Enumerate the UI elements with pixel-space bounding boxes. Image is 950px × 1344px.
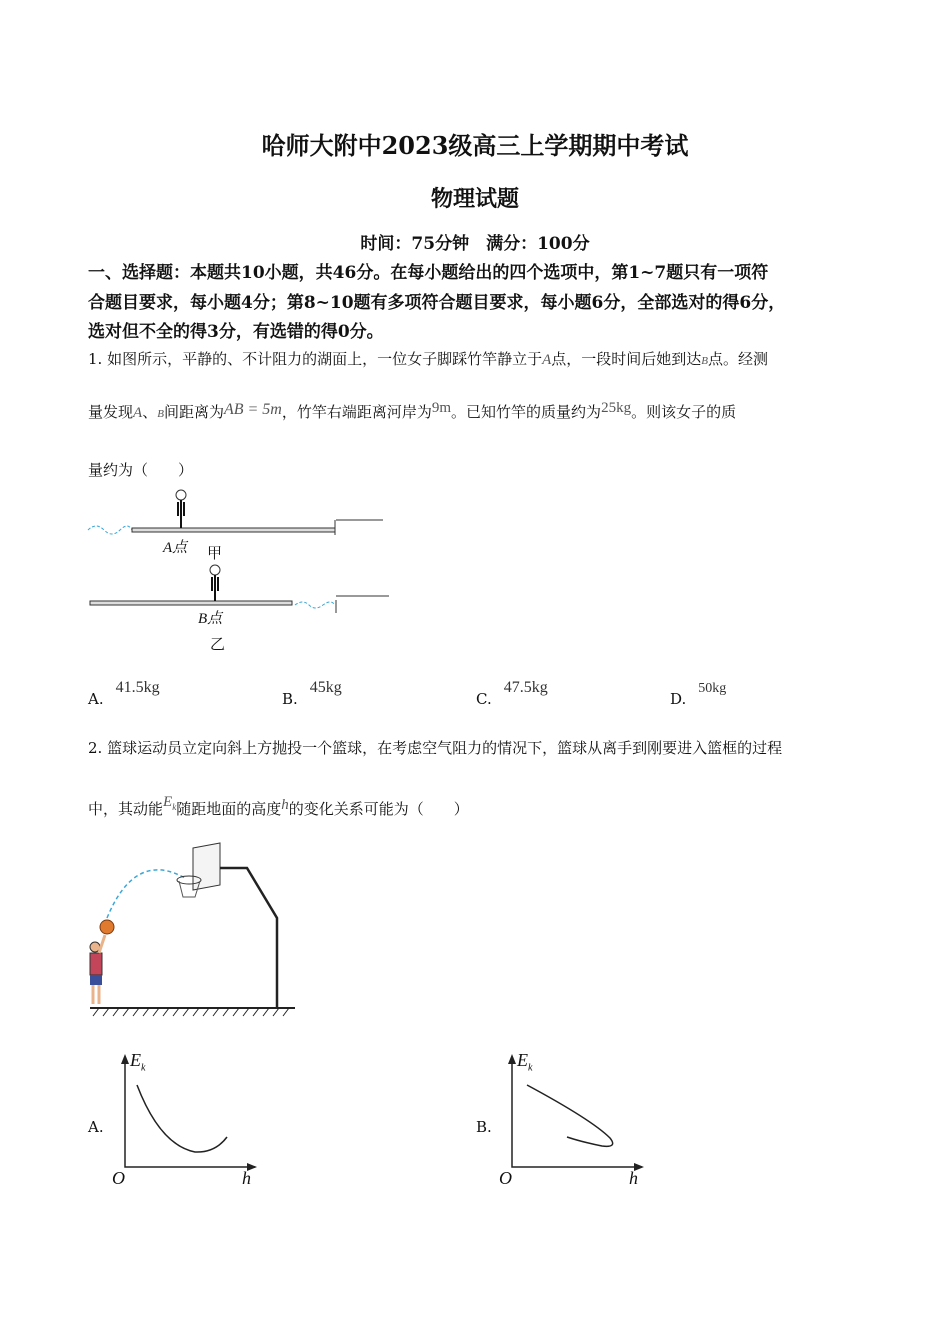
text: 随距地面的高度	[176, 800, 282, 818]
text: 、	[142, 403, 158, 421]
person-icon	[210, 565, 220, 575]
bamboo-pole-figure	[85, 485, 395, 655]
option-letter: D.	[670, 690, 687, 708]
q1-option-a[interactable]	[88, 679, 160, 709]
q1-text-line3: 量约为（ ）	[88, 461, 194, 479]
text: 点。经测	[708, 350, 769, 368]
ek-letter: E	[163, 794, 173, 810]
label-a-point: A点	[163, 540, 188, 556]
time-info: 时间：75分钟 满分：100分	[360, 234, 590, 254]
pole-jia	[132, 528, 335, 532]
graph-a	[105, 1050, 265, 1190]
graph-b-ylabel	[517, 1050, 532, 1074]
option-value: 47.5kg	[503, 679, 548, 696]
ylabel: E	[130, 1050, 141, 1070]
section-instructions-line: 合题目要求，每小题4分；第8~10题有多项符合题目要求，每小题6分，全部选对的得6分，	[88, 293, 786, 313]
player-icon	[90, 935, 105, 1004]
graph-b-origin: O	[499, 1168, 512, 1188]
text: 量发现	[88, 403, 134, 421]
option-letter: C.	[476, 690, 492, 708]
text: 1. 如图所示，平静的、不计阻力的湖面上，一位女子脚踩竹竿静立于	[88, 350, 543, 368]
q1-option-d[interactable]	[670, 681, 727, 709]
label-jia: 甲	[207, 544, 223, 562]
basketball-icon	[100, 920, 114, 934]
page-subtitle: 物理试题	[430, 186, 519, 212]
text: 中，其动能	[88, 800, 164, 818]
page-title: 哈师大附中2023级高三上学期期中考试	[261, 131, 689, 160]
mass-value: 25kg	[601, 400, 632, 416]
h-symbol: h	[281, 797, 289, 813]
ylabel: E	[517, 1050, 528, 1070]
equation-ab: AB = 5m	[223, 401, 282, 418]
text: 。已知竹竿的质量约为	[451, 403, 602, 421]
option-letter: B.	[282, 690, 298, 708]
q1-option-b[interactable]	[282, 679, 342, 709]
section-instructions-line: 一、选择题：本题共10小题，共46分。在每小题给出的四个选项中，第1~7题只有一项符	[88, 263, 769, 283]
option-value: 45kg	[309, 679, 342, 696]
curve-b	[527, 1085, 613, 1146]
text: 点，一段时间后她到达	[551, 350, 702, 368]
graph-b-xlabel: h	[629, 1168, 638, 1188]
option-value: 50kg	[698, 681, 727, 696]
distance-value: 9m	[431, 400, 452, 416]
graph-b	[492, 1050, 652, 1190]
q1-text-line1	[88, 348, 768, 369]
text: ，竹竿右端距离河岸为	[281, 403, 432, 421]
label-b-point: B点	[198, 611, 223, 627]
text: 。则该女子的质	[631, 403, 737, 421]
ylabel-sub: k	[141, 1062, 146, 1074]
graph-b-letter[interactable]: B.	[476, 1118, 492, 1136]
q2-text-line2	[88, 794, 469, 820]
var-b: B	[701, 355, 709, 367]
ylabel-sub: k	[528, 1062, 533, 1074]
option-value: 41.5kg	[115, 679, 160, 696]
ek-symbol	[163, 794, 176, 810]
q1-option-c[interactable]	[476, 679, 548, 709]
option-letter: A.	[88, 690, 104, 708]
ek-sub: k	[172, 802, 177, 812]
var-b: B	[157, 408, 164, 420]
section-instructions-line: 选对但不全的得3分，有选错的得0分。	[88, 322, 384, 342]
graph-a-xlabel: h	[242, 1168, 251, 1188]
q2-text-line1: 2. 篮球运动员立定向斜上方抛投一个篮球，在考虑空气阻力的情况下，篮球从离手到刚要进入篮框的过程	[88, 739, 783, 757]
curve-a	[137, 1085, 227, 1152]
var-a: A	[133, 405, 143, 421]
ball-trajectory	[107, 870, 185, 918]
text: 间距离为	[163, 403, 224, 421]
pole-yi	[90, 601, 292, 605]
basketball-figure	[85, 840, 300, 1020]
hoop-stand	[220, 868, 277, 1008]
graph-a-letter[interactable]: A.	[88, 1118, 104, 1136]
graph-a-ylabel	[130, 1050, 145, 1074]
var-a: A	[542, 352, 552, 368]
person-icon	[176, 490, 186, 500]
label-yi: 乙	[210, 635, 226, 653]
text: 的变化关系可能为（ ）	[288, 800, 469, 818]
q1-text-line2	[88, 401, 736, 422]
graph-a-origin: O	[112, 1168, 125, 1188]
